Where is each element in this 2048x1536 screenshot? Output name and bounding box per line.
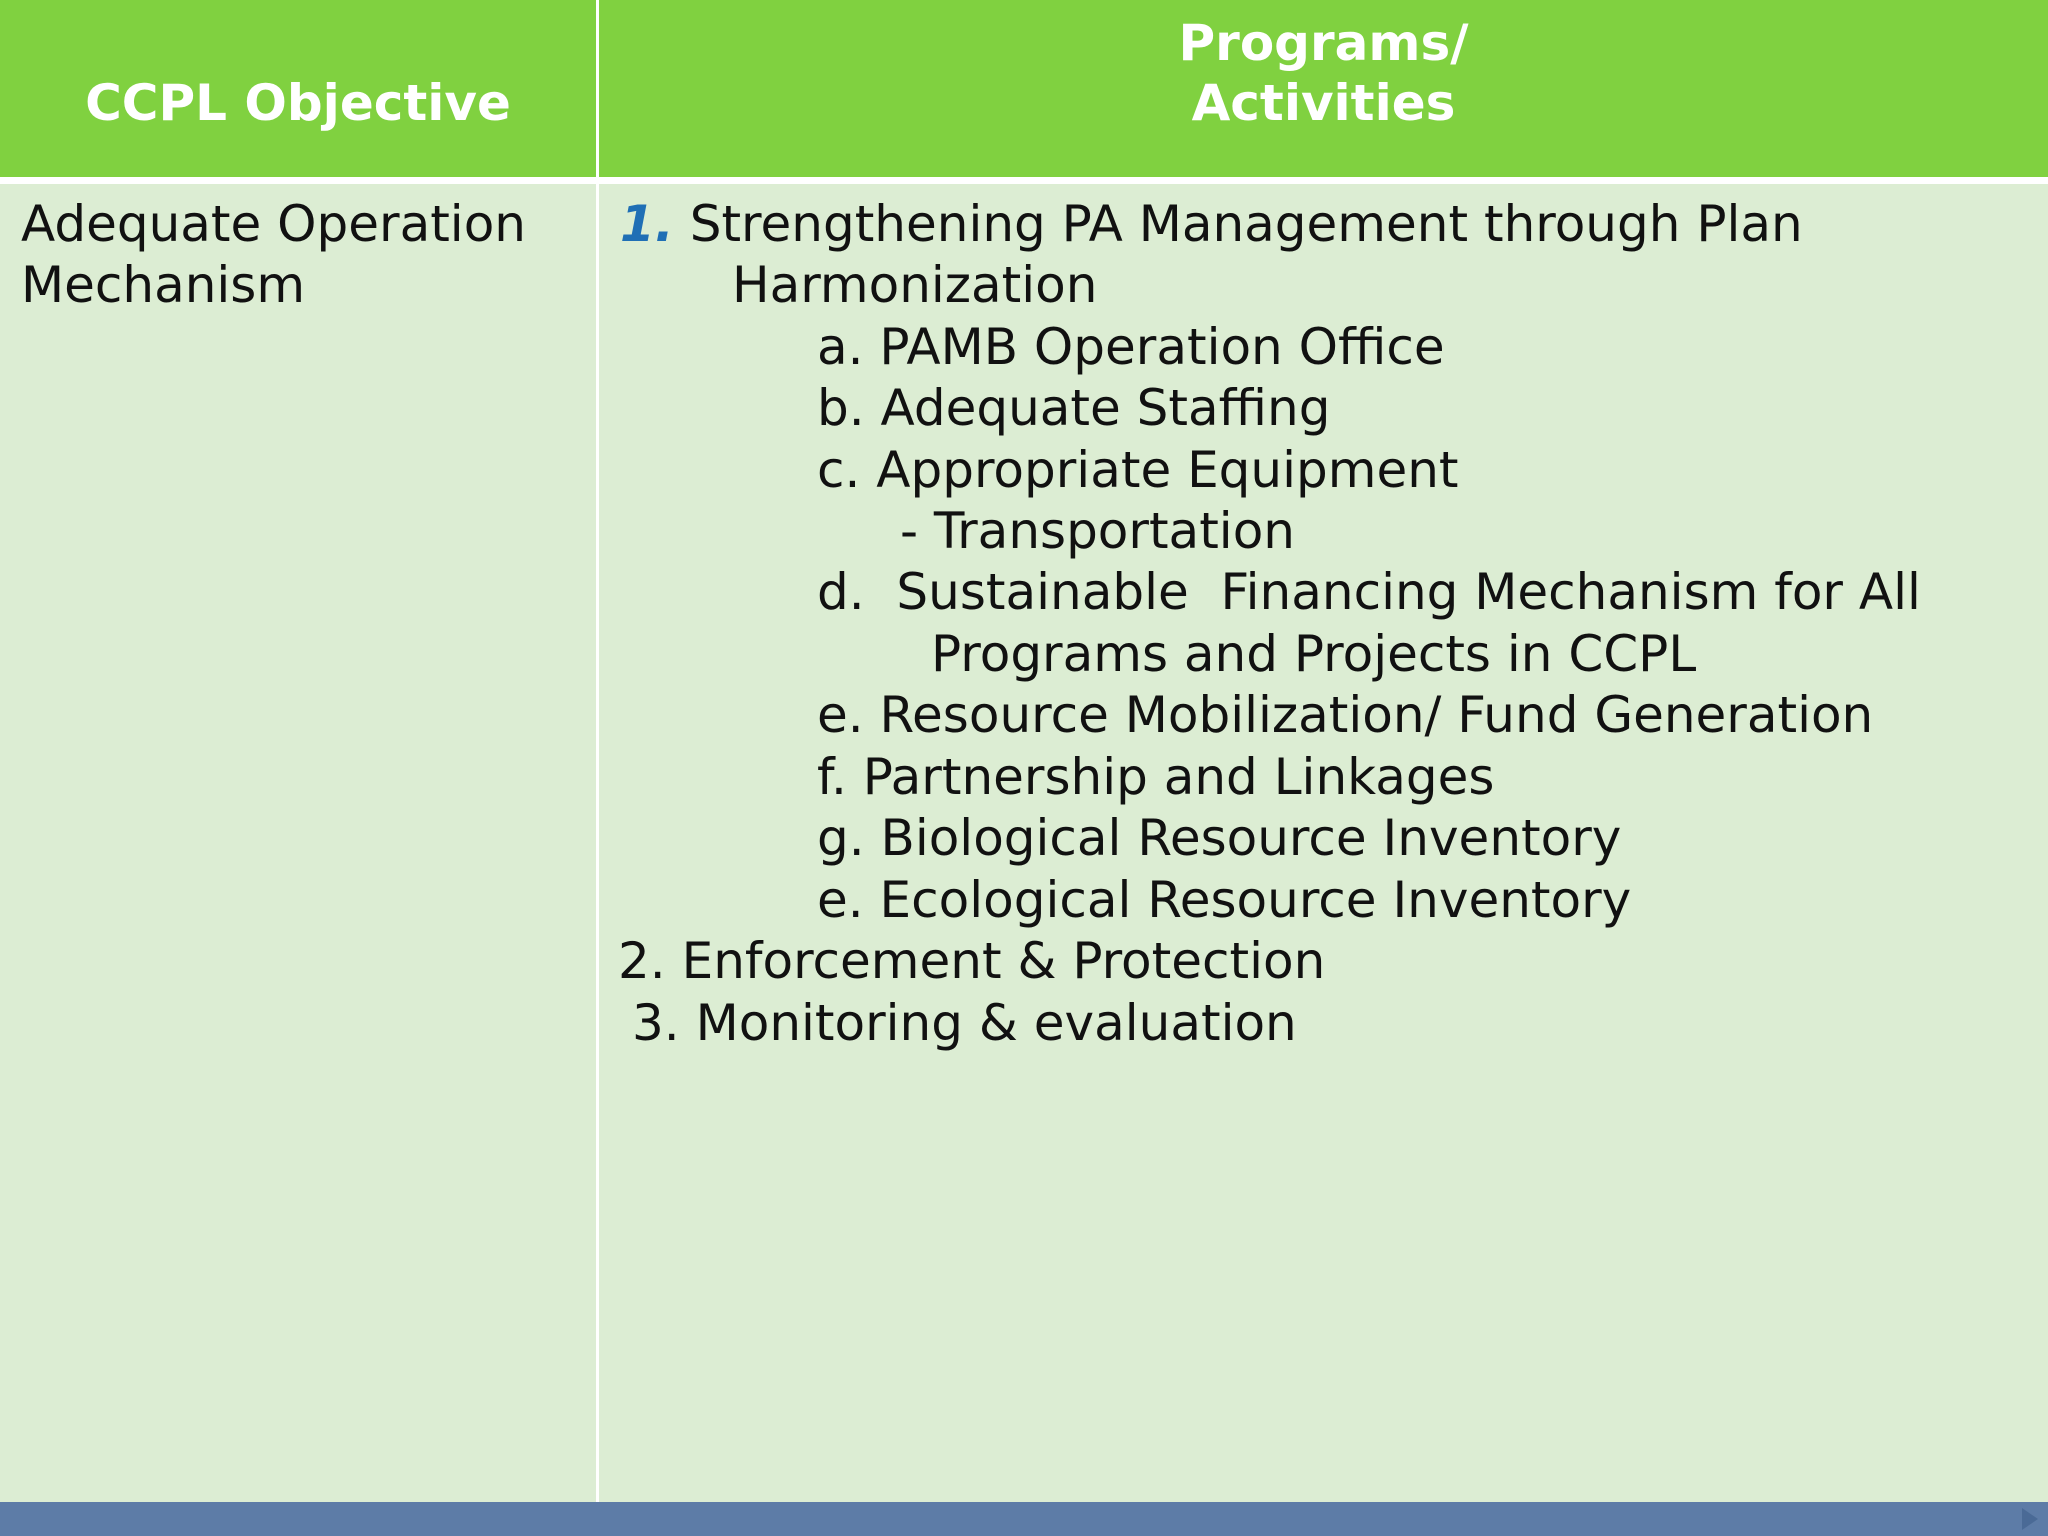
- program-item-2: 2. Enforcement & Protection: [618, 932, 1326, 990]
- program-item-1-text: Strengthening PA Management through Plan: [689, 195, 1803, 253]
- header-objective-cell: [0, 0, 596, 177]
- program-item-3: 3. Monitoring & evaluation: [632, 994, 1297, 1052]
- objective-cell: [0, 184, 596, 1502]
- sub-item-f: f. Partnership and Linkages: [817, 748, 1495, 806]
- sub-item-d: d. Sustainable Financing Mechanism for All: [817, 563, 1921, 621]
- footer-arrow-icon: [2022, 1508, 2038, 1530]
- header-programs-cell: [599, 0, 2048, 177]
- objective-line-2: Mechanism: [21, 256, 306, 314]
- header-objective-label: CCPL Objective: [85, 74, 511, 132]
- sub-item-b: b. Adequate Staffing: [817, 379, 1331, 437]
- sub-item-d-cont: Programs and Projects in CCPL: [931, 625, 1697, 683]
- sub-item-c-detail: - Transportation: [900, 502, 1295, 560]
- header-programs-line2: Activities: [1191, 74, 1456, 132]
- header-programs-label: [599, 13, 2048, 133]
- sub-item-e: e. Resource Mobilization/ Fund Generation: [817, 686, 1874, 744]
- header-programs-line1: Programs/: [1178, 14, 1469, 72]
- sub-item-e2: e. Ecological Resource Inventory: [817, 871, 1632, 929]
- sub-item-a: a. PAMB Operation Office: [817, 318, 1445, 376]
- programs-cell: [599, 184, 2048, 1502]
- footer-bar: [0, 1502, 2048, 1536]
- program-item-1-cont: Harmonization: [732, 256, 1098, 314]
- program-item-1: [620, 194, 1803, 255]
- sub-item-c: c. Appropriate Equipment: [817, 441, 1459, 499]
- objective-line-1: Adequate Operation: [21, 195, 526, 253]
- sub-item-g: g. Biological Resource Inventory: [817, 809, 1622, 867]
- program-item-1-number: 1.: [620, 195, 674, 253]
